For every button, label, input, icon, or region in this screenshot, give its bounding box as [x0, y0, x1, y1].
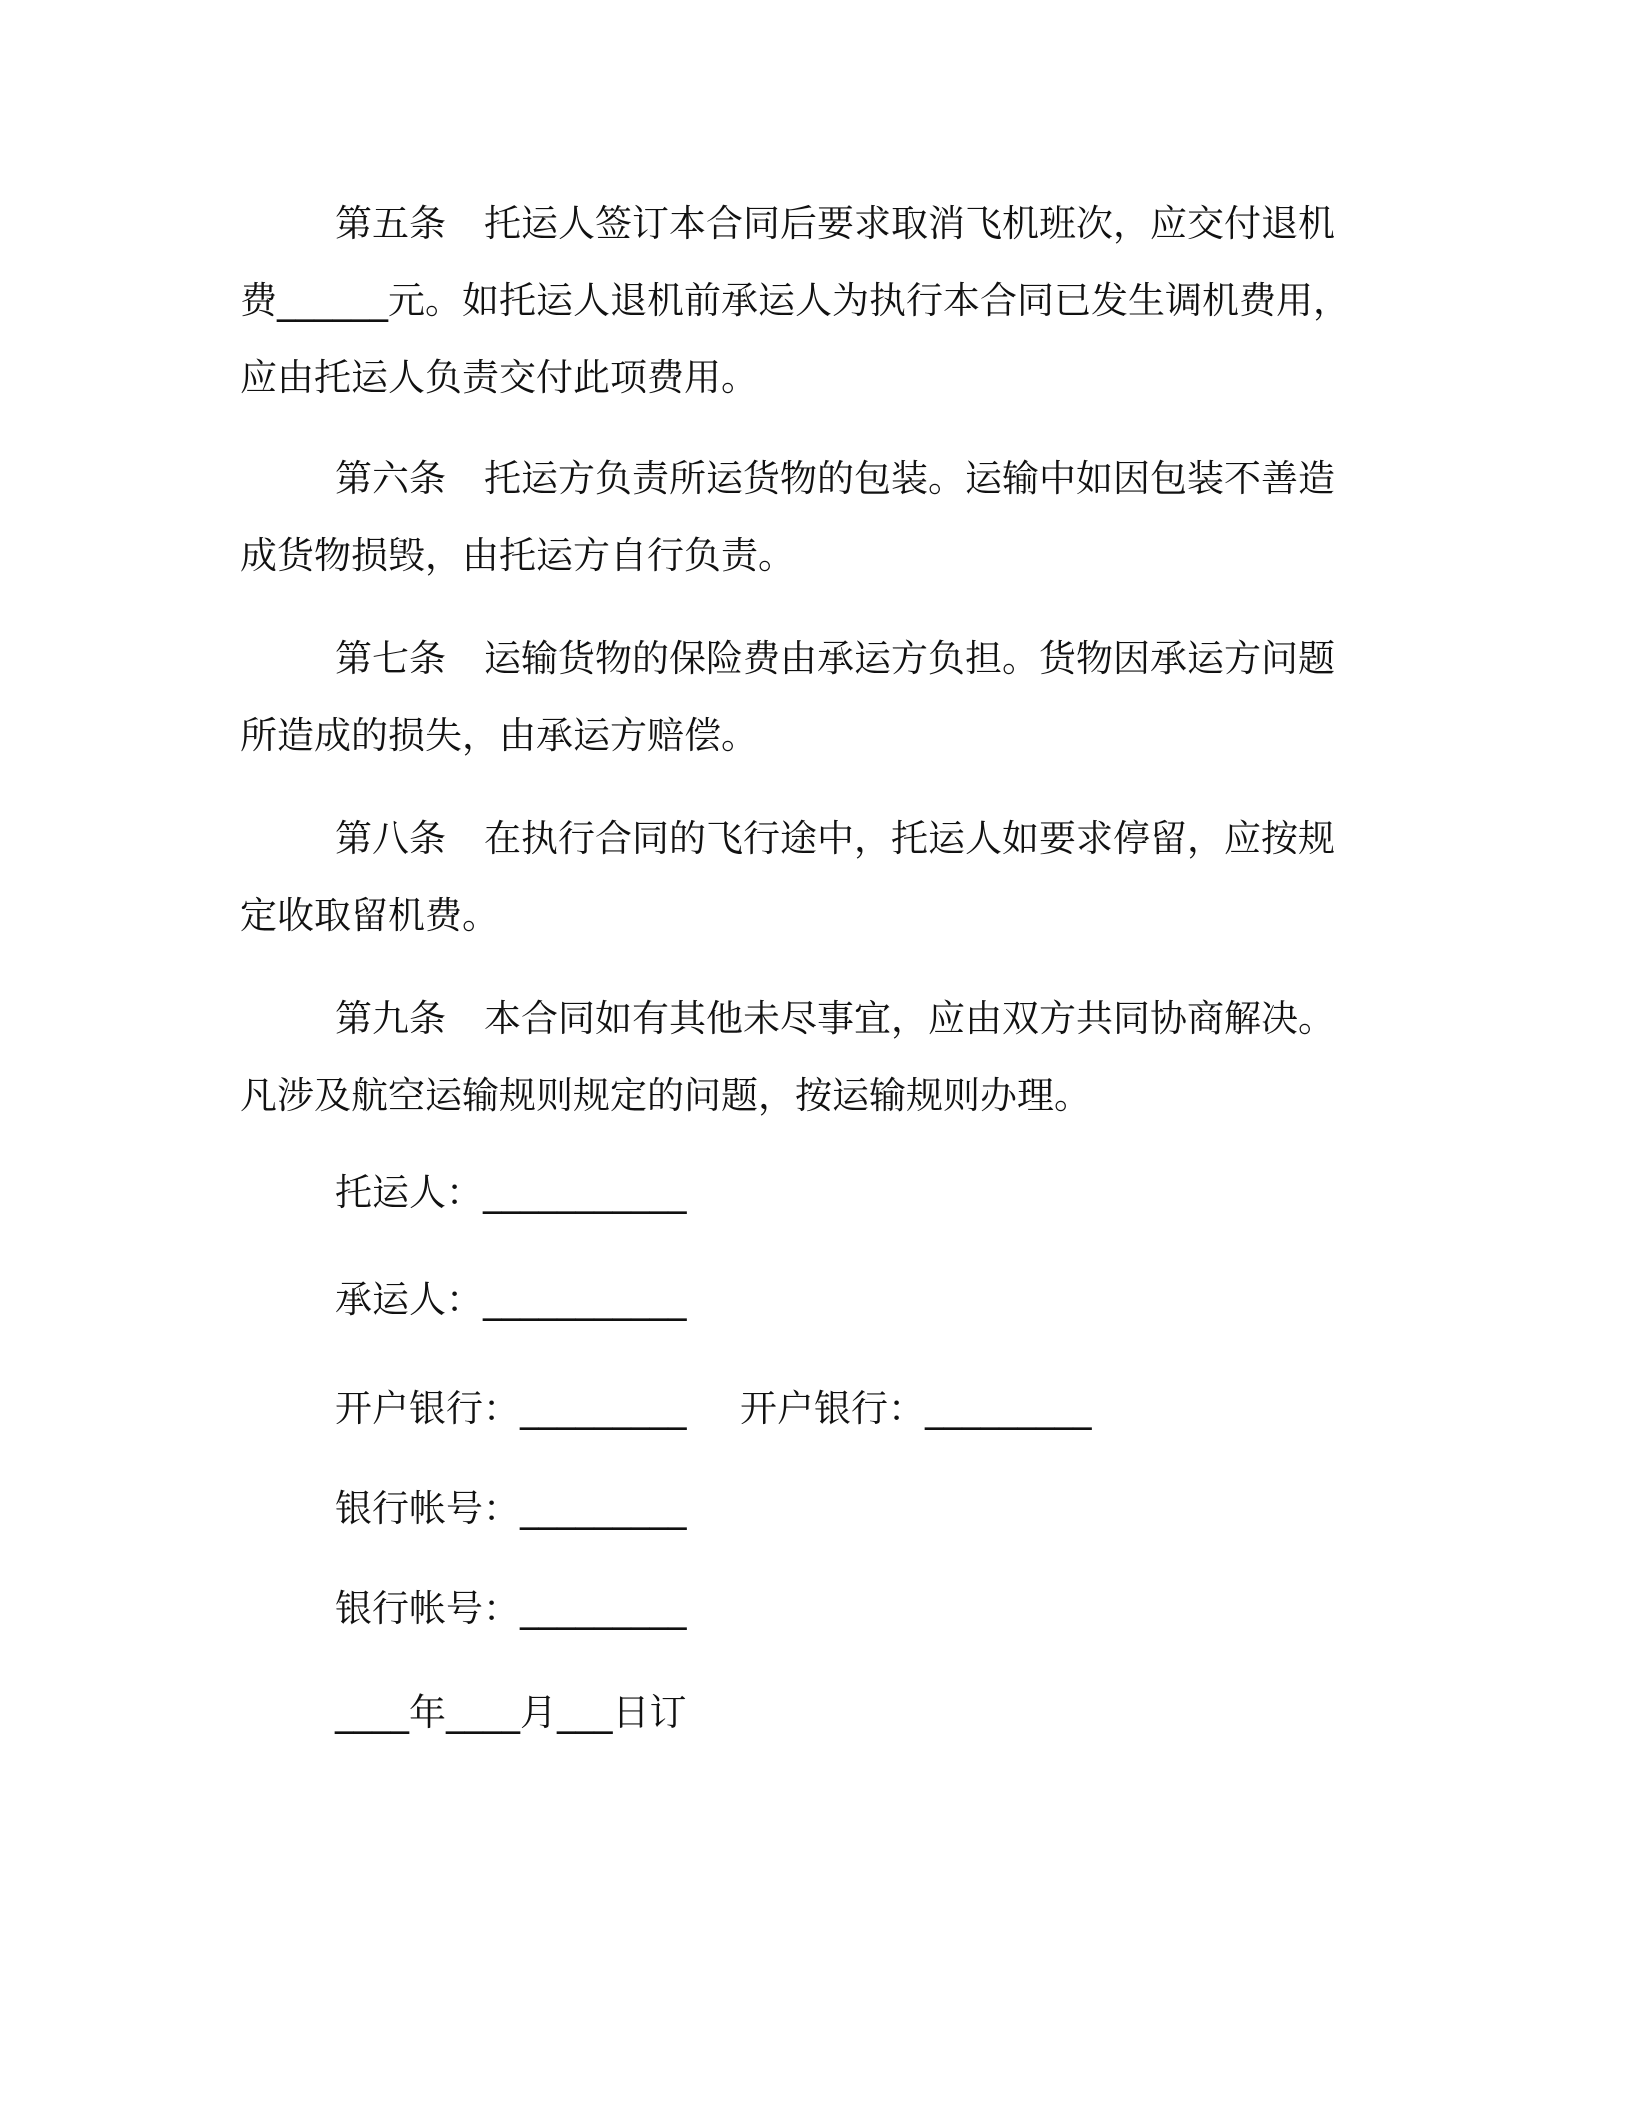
- article-8: [240, 800, 1370, 954]
- article-text: 本合同如有其他未尽事宜，应由双方共同协商解决。凡涉及航空运输规则规定的问题，按运输规则办理。: [240, 997, 1335, 1117]
- article-5: [240, 185, 1370, 416]
- article-number: 第八条: [335, 817, 446, 860]
- article-number: 第六条: [335, 457, 446, 500]
- account-line-2: 银行帐号：_________: [335, 1587, 687, 1630]
- carrier-signature-line: 承运人：___________: [335, 1278, 687, 1321]
- bank-line-2: 开户银行：_________: [740, 1387, 1092, 1430]
- article-7: [240, 620, 1370, 774]
- article-9: [240, 980, 1370, 1134]
- account-line-1: 银行帐号：_________: [335, 1487, 687, 1530]
- article-text: 托运人签订本合同后要求取消飞机班次，应交付退机费______元。如托运人退机前承运人为执行本合同已发生调机费用，应由托运人负责交付此项费用。: [240, 202, 1350, 399]
- article-number: 第九条: [335, 997, 446, 1040]
- date-line: ____年____月___日订: [335, 1691, 687, 1734]
- article-text: 运输货物的保险费由承运方负担。货物因承运方问题所造成的损失，由承运方赔偿。: [240, 637, 1335, 757]
- article-6: [240, 440, 1370, 594]
- article-number: 第七条: [335, 637, 446, 680]
- article-text: 托运方负责所运货物的包装。运输中如因包装不善造成货物损毁，由托运方自行负责。: [240, 457, 1335, 577]
- bank-line-1: 开户银行：_________: [335, 1387, 687, 1430]
- article-number: 第五条: [335, 202, 446, 245]
- shipper-signature-line: 托运人：___________: [335, 1171, 687, 1214]
- article-text: 在执行合同的飞行途中，托运人如要求停留，应按规定收取留机费。: [240, 817, 1335, 937]
